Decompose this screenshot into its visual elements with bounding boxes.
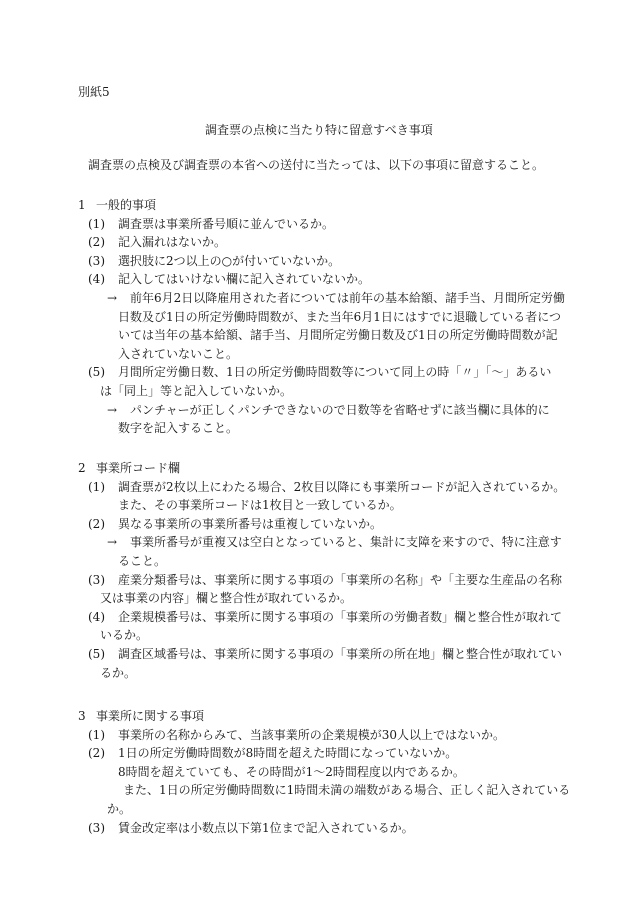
section-number: 1: [78, 198, 86, 212]
annex-label: 別紙5: [78, 85, 110, 99]
item-text: 選択肢に2つ以上の○が付いていないか。: [118, 253, 341, 268]
section-heading: 事業所に関する事項: [96, 709, 205, 723]
arrow-icon: →: [107, 402, 118, 417]
arrow-icon: →: [107, 290, 118, 305]
item-number: (5): [88, 365, 105, 380]
item-text: また、1日の所定労働時間数に1時間未満の端数がある場合、正しく記入されている: [123, 783, 571, 798]
item-text: は「同上」等と記入していないか。: [100, 383, 293, 398]
note-text: ること。: [118, 553, 167, 568]
item-number: (2): [88, 516, 105, 531]
item-number: (3): [88, 572, 105, 587]
section-number: 3: [78, 709, 86, 723]
item-text: 月間所定労働日数、1日の所定労働時間数等について同上の時「〃」「～」あるい: [118, 365, 552, 380]
item-text: 記入漏れはないか。: [118, 235, 227, 250]
item-number: (3): [88, 820, 105, 835]
section-1: [0, 196, 630, 438]
item-text: 1日の所定労働時間数が8時間を超えた時間になっていないか。: [118, 746, 458, 761]
item-number: (3): [88, 253, 105, 268]
arrow-icon: →: [107, 535, 118, 550]
item-text: 又は事業の内容」欄と整合性が取れているか。: [100, 591, 353, 606]
section-number: 2: [78, 461, 86, 475]
note-text: 日数及び1日の所定労働時間数が、また当年6月1日にはすでに退職している者につ: [118, 309, 562, 324]
note-text: 前年6月2日以降雇用された者については前年の基本給額、諸手当、月間所定労働: [130, 290, 566, 305]
item-number: (2): [88, 235, 105, 250]
item-text: か。: [107, 801, 132, 816]
section-heading: 事業所コード欄: [96, 461, 181, 475]
section-3: [0, 707, 630, 837]
intro-text: 調査票の点検及び調査票の本省への送付に当たっては、以下の事項に留意すること。: [88, 158, 545, 172]
item-number: (1): [88, 727, 105, 742]
section-heading: 一般的事項: [96, 198, 157, 212]
item-text: 調査票は事業所番号順に並んでいるか。: [118, 216, 335, 231]
item-number: (1): [88, 216, 105, 231]
item-text: 企業規模番号は、事業所に関する事項の「事業所の労働者数」欄と整合性が取れて: [118, 609, 563, 624]
item-text: 賃金改定率は小数点以下第1位まで記入されているか。: [118, 820, 414, 835]
item-number: (4): [88, 272, 105, 287]
item-number: (1): [88, 479, 105, 494]
note-text: 数字を記入すること。: [118, 421, 239, 436]
note-text: パンチャーが正しくパンチできないので日数等を省略せずに該当欄に具体的に: [130, 402, 550, 417]
item-number: (4): [88, 609, 105, 624]
note-text: いては当年の基本給額、諸手当、月間所定労働日数及び1日の所定労働時間数が記: [118, 328, 558, 343]
document-title: 調査票の点検に当たり特に留意すべき事項: [205, 123, 433, 137]
item-text: 産業分類番号は、事業所に関する事項の「事業所の名称」や「主要な生産品の名称: [118, 572, 563, 587]
note-text: 事業所番号が重複又は空白となっていると、集計に支障を来すので、特に注意す: [130, 535, 562, 550]
item-text: 異なる事業所の事業所番号は重複していないか。: [118, 516, 383, 531]
section-2: [0, 459, 630, 682]
note-text: 入されていないこと。: [118, 346, 239, 361]
item-text: 8時間を超えていても、その時間が1～2時間程度以内であるか。: [118, 764, 465, 779]
item-text: 調査区域番号は、事業所に関する事項の「事業所の所在地」欄と整合性が取れてい: [118, 646, 563, 661]
item-number: (5): [88, 646, 105, 661]
item-text: 調査票が2枚以上にわたる場合、2枚目以降にも事業所コードが記入されているか。: [118, 479, 566, 494]
item-text: 記入してはいけない欄に記入されていないか。: [118, 272, 371, 287]
item-text: いるか。: [100, 628, 149, 643]
item-number: (2): [88, 746, 105, 761]
item-text: るか。: [100, 665, 137, 680]
item-text: 事業所の名称からみて、当該事業所の企業規模が30人以上ではないか。: [118, 727, 506, 742]
item-text: また、その事業所コードは1枚目と一致しているか。: [118, 498, 402, 513]
